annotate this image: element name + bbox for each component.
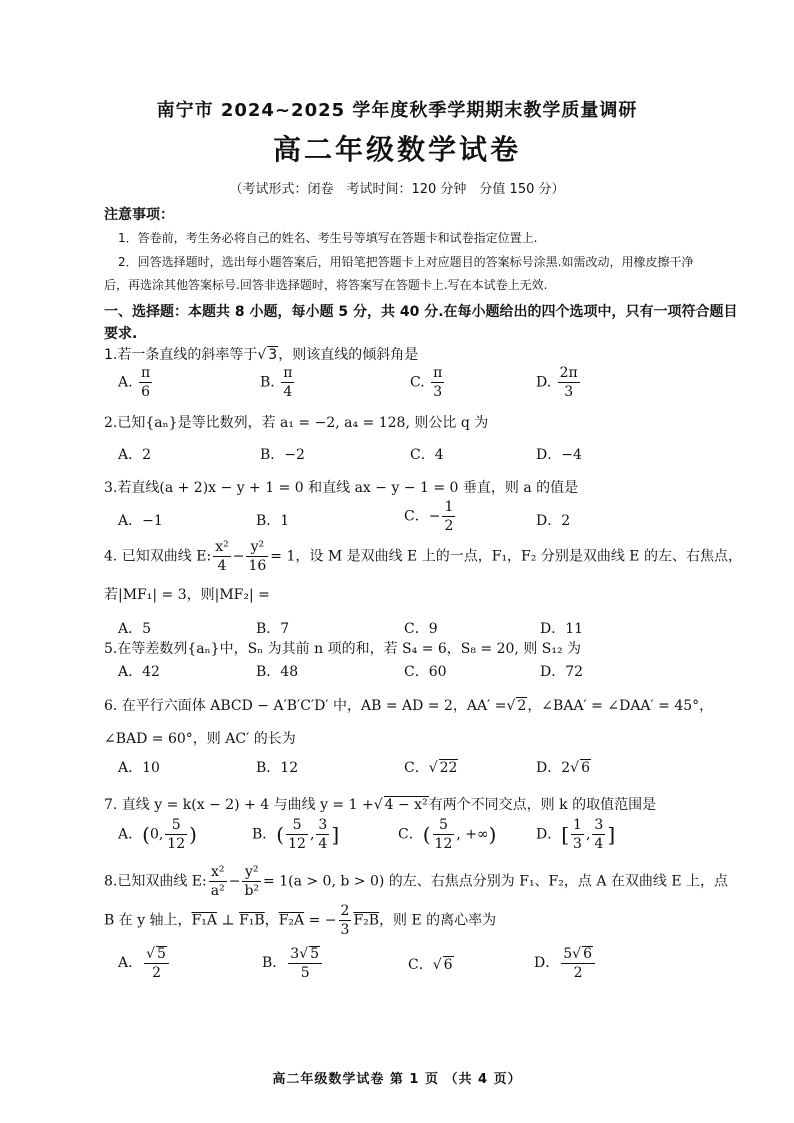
notes-heading: 注意事项：	[104, 207, 174, 223]
q5-option-d: D．72	[540, 664, 584, 680]
option-label: C.	[410, 374, 425, 391]
exam-title-line1: 南宁市 2024~2025 学年度秋季学期期末教学质量调研	[156, 100, 638, 121]
vector-f1b: F₁B	[239, 912, 265, 929]
question-8-cont: B 在 y 轴上，F₁A ⊥ F₁B，F₂A = − $\frac{2}{3}$ F₂B，则 E 的离心率为	[104, 903, 497, 938]
q2-option-a: A．2	[118, 447, 152, 463]
notes-item-2a: 2．回答选择题时，选出每小题答案后，用铅笔把答题卡上对应题目的答案标号涂黑.如需改动，用橡皮擦干净	[118, 255, 694, 269]
q6-text-b: ，∠BAA′ = ∠DAA′ = 45°，	[527, 698, 714, 714]
option-label: B．	[252, 826, 277, 843]
q1-option-a	[118, 366, 154, 399]
q7-option-a: A．(0, $\frac{5}{12}$ )	[118, 817, 197, 852]
q7-radicand: 4 − x²	[384, 797, 428, 813]
q4-option-c: C．9	[404, 621, 438, 637]
q1-option-d	[536, 366, 582, 399]
vector-f1a: F₁A	[191, 912, 217, 929]
q4-option-a: A．5	[118, 621, 152, 637]
option-label: A．	[118, 826, 143, 843]
question-6-cont: ∠BAD = 60°，则 AC′ 的长为	[104, 731, 296, 747]
vector-f2a: F₂A	[278, 912, 305, 929]
exam-title-line2: 高二年级数学试卷	[272, 133, 521, 166]
q1-text-b: ，则该直线的倾斜角是	[278, 347, 419, 363]
q2-option-d: D．−4	[536, 447, 582, 463]
section1-heading-cont: 要求.	[104, 326, 138, 342]
option-label: D．	[536, 826, 562, 843]
q1-text-a: 1.若一条直线的斜率等于	[104, 347, 258, 363]
q5-option-c: C．60	[404, 664, 447, 680]
q7-option-b: B．( $\frac{5}{12}$ , $\frac{3}{4}$ ]	[252, 817, 340, 852]
q5-option-a: A．42	[118, 664, 160, 680]
question-2: 2.已知{aₙ}是等比数列，若 a₁ = −2, a₄ = 128, 则公比 q 为	[104, 415, 489, 431]
q1-b-fraction: $\frac{\pi}{4}$	[283, 365, 293, 400]
q4-text-b: = 1，设 M 是双曲线 E 上的一点，F₁，F₂ 分别是双曲线 E 的左、右焦点，	[270, 548, 742, 565]
q8-text-b: = 1(a > 0, b > 0) 的左、右焦点分别为 F₁、F₂，点 A 在双曲线 E 上，点	[263, 873, 729, 890]
q3-option-d: D．2	[536, 513, 571, 529]
option-label: A.	[118, 374, 133, 391]
option-label: C．	[404, 760, 429, 776]
q3-option-b: B．1	[256, 513, 290, 529]
q8-option-d: D． $\frac{5√ 6}{2}$	[534, 946, 597, 980]
option-label: C．−	[404, 508, 441, 525]
q6-d-radicand: 6	[581, 760, 590, 776]
q3-c-fraction: $\frac{1}{2}$	[444, 499, 454, 534]
q1-option-b	[260, 366, 296, 399]
question-6: 6. 在平行六面体 ABCD − A′B′C′D′ 中，AB = AD = 2，AA′ =√ 2，∠BAA′ = ∠DAA′ = 45°，	[104, 698, 714, 714]
exam-info: （考试形式：闭卷 考试时间：120 分钟 分值 150 分）	[229, 182, 565, 197]
q4-option-d: D．11	[540, 621, 584, 637]
notes-item-2b: 后，再选涂其他答案标号.回答非选择题时，将答案写在答题卡上.写在本试卷上无效.	[104, 278, 548, 292]
option-label: B.	[260, 374, 275, 391]
q2-option-b: B．−2	[260, 447, 305, 463]
q7-text-a: 7. 直线 y = k(x − 2) + 4 与曲线 y = 1 +	[104, 797, 374, 813]
q1-option-c	[410, 366, 446, 399]
q8-option-c: C．√ 6	[408, 957, 453, 973]
vector-f2b: F₂B	[353, 912, 380, 929]
question-5: 5.在等差数列{aₙ}中，Sₙ 为其前 n 项的和，若 S₄ = 6，S₈ = 20, 则 S₁₂ 为	[104, 641, 582, 657]
q4-minus: −	[232, 548, 245, 565]
q4-text-a: 4. 已知双曲线 E:	[104, 548, 212, 565]
q4-frac-y: $\frac{\text{y²}}{16}$	[248, 539, 267, 574]
q8-text-a: 8.已知双曲线 E:	[104, 873, 207, 890]
q7-option-d: D．[ $\frac{1}{3}$ , $\frac{3}{4}$ ]	[536, 817, 616, 852]
question-8: 8.已知双曲线 E: $\frac{\text{x²}}{\text{a²}}$ − $\frac{\text{y²}}{\text{b²}}$ = 1(a > 0, b > 0) 的左、右焦点分别为 F₁、F₂，点 A 在双曲线 E 上，点	[104, 864, 729, 899]
q1-c-fraction: $\frac{\pi}{3}$	[433, 365, 443, 400]
q6-text-a: 6. 在平行六面体 ABCD − A′B′C′D′ 中，AB = AD = 2，AA′ =	[104, 698, 507, 714]
option-label: A．	[118, 955, 143, 971]
q8-option-a: A． $\frac{√ 5}{2}$	[118, 946, 171, 980]
option-label: B．	[262, 955, 287, 971]
q8-option-b: B． $\frac{3√ 5}{5}$	[262, 946, 324, 980]
question-3: 3.若直线(a + 2)x − y + 1 = 0 和直线 ax − y − 1 = 0 垂直，则 a 的值是	[104, 480, 579, 496]
notes-item-1: 1．答卷前，考生务必将自己的姓名、考生号等填写在答题卡和试卷指定位置上.	[118, 231, 538, 245]
question-4-cont: 若|MF₁| = 3，则|MF₂| =	[104, 587, 270, 603]
q6-radicand: 2	[517, 698, 527, 714]
q5-option-b: B．48	[256, 664, 299, 680]
q6-option-a: A．10	[118, 760, 160, 776]
q1-d-fraction: $\frac{2\pi}{3}$	[559, 365, 578, 400]
q7-option-c: C．( $\frac{5}{12}$ , +∞)	[398, 817, 497, 852]
q4-option-b: B．7	[256, 621, 290, 637]
option-label: D．2	[536, 760, 571, 776]
q6-option-c: C．√ 22	[404, 760, 458, 776]
question-7: 7. 直线 y = k(x − 2) + 4 与曲线 y = 1 +√ 4 − x²有两个不同交点，则 k 的取值范围是	[104, 797, 657, 813]
page-footer: 高二年级数学试卷 第 1 页 （共 4 页）	[272, 1072, 522, 1087]
q3-option-a: A．−1	[118, 513, 163, 529]
question-1: 1.若一条直线的斜率等于√ 3，则该直线的倾斜角是	[104, 347, 419, 363]
q2-option-c: C．4	[410, 447, 444, 463]
section1-heading: 一、选择题：本题共 8 小题，每小题 5 分，共 40 分.在每小题给出的四个选项中，只有一项符合题目	[104, 304, 738, 320]
q6-option-d: D．2√ 6	[536, 760, 590, 776]
option-label: D.	[536, 374, 552, 391]
q6-option-b: B．12	[256, 760, 299, 776]
q7-text-b: 有两个不同交点，则 k 的取值范围是	[428, 797, 657, 813]
option-label: D．	[534, 955, 560, 971]
question-4	[104, 540, 742, 573]
q3-option-c	[404, 500, 457, 533]
option-label: C．	[398, 826, 423, 843]
q4-frac-x: $\frac{\text{x²}}{4}$	[215, 539, 229, 574]
q1-a-fraction: $\frac{\pi}{6}$	[141, 365, 151, 400]
q6-c-radicand: 22	[439, 760, 458, 776]
q1-radicand: 3	[268, 347, 278, 363]
option-label: C．	[408, 957, 433, 973]
